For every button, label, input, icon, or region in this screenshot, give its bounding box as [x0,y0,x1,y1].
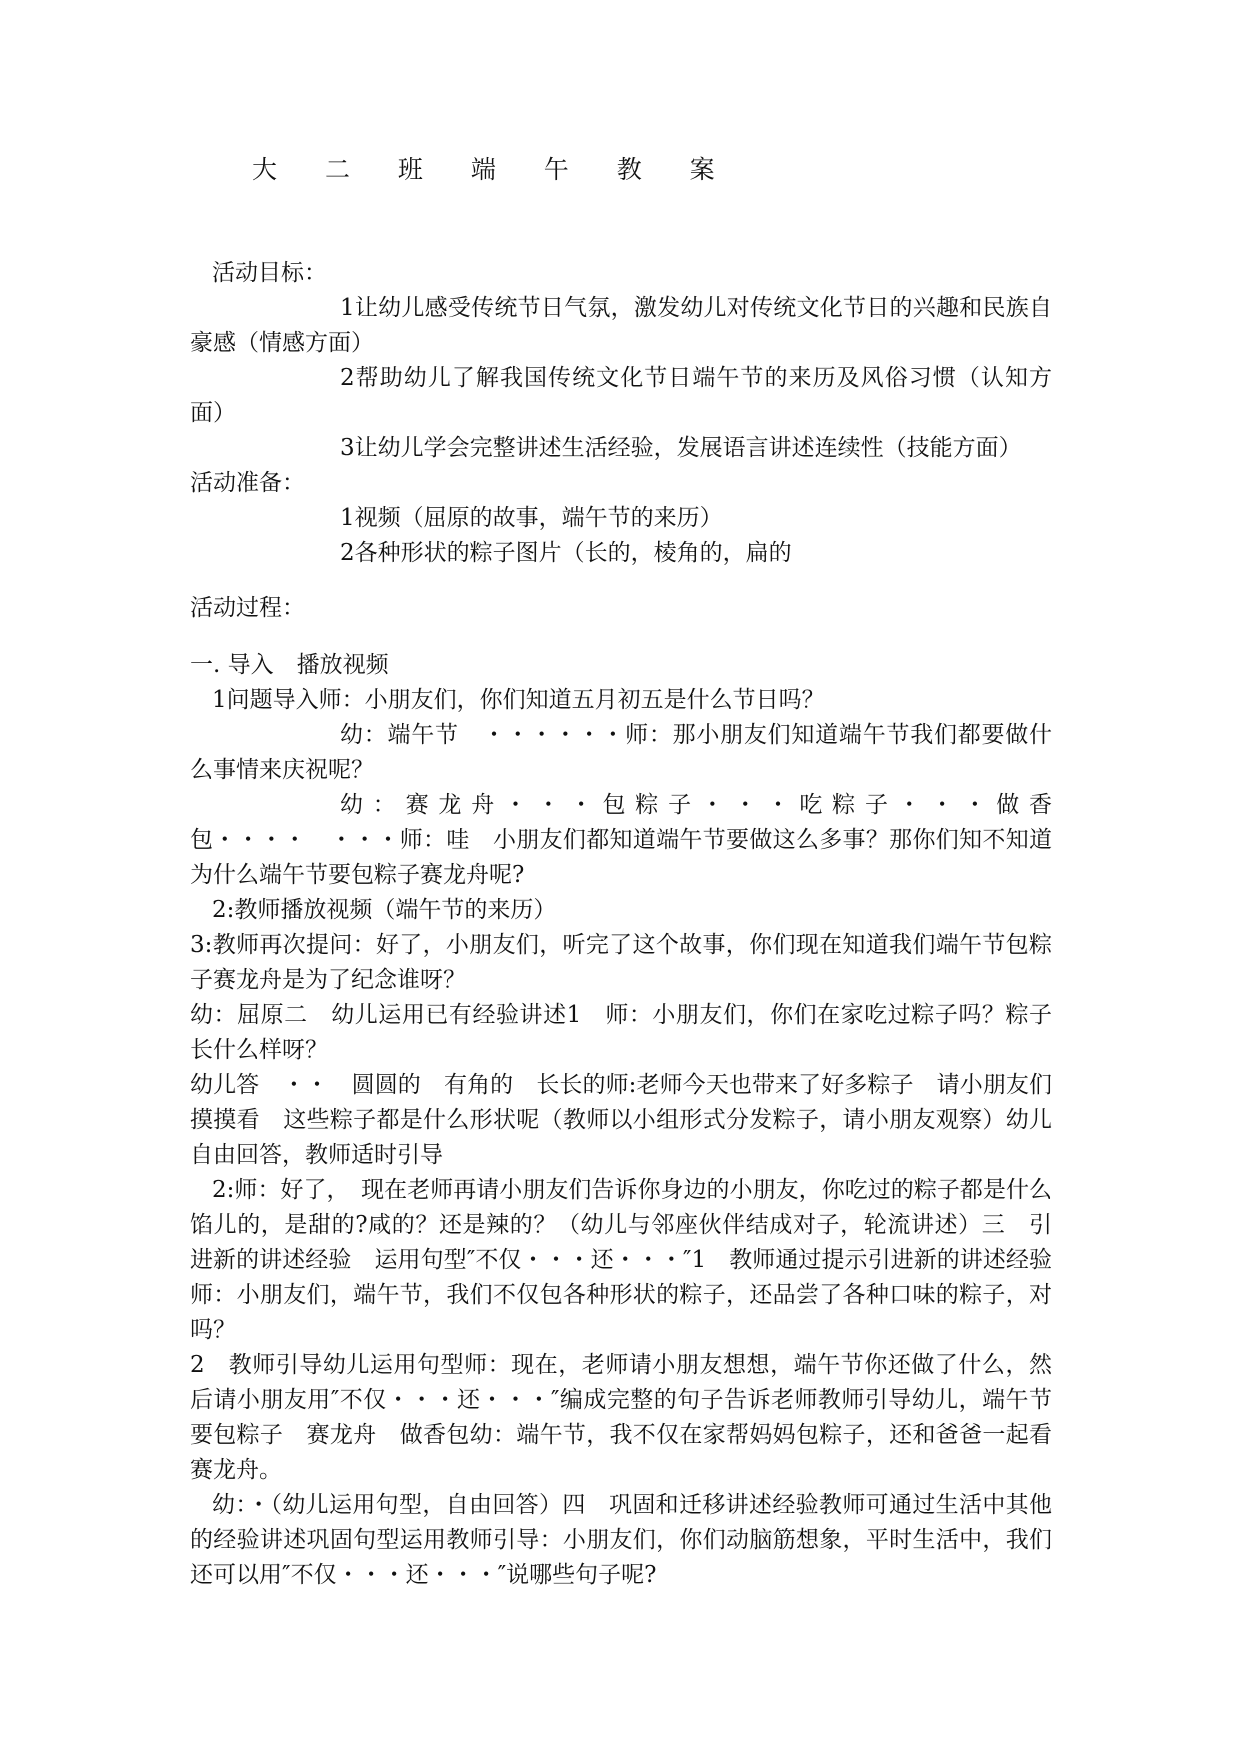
prep-heading: 活动准备： [190,470,305,496]
process-paragraph-6: 幼：屈原二 幼儿运用已有经验讲述1 师：小朋友们，你们在家吃过粽子吗？粽子长什么样呀？ [190,1002,1052,1063]
step-1-heading: 一. 导入 播放视频 [190,652,389,678]
process-paragraph-1: 1问题导入师：小朋友们，你们知道五月初五是什么节日吗？ [212,687,825,713]
process-paragraph-8: 2:师：好了， 现在老师再请小朋友们告诉你身边的小朋友，你吃过的粽子都是什么馅儿的，是甜的?咸的？还是辣的？（幼儿与邻座伙伴结成对子，轮流讲述）三 引进新的讲述经验 运用句型″不仅・・・还・・・″1 教师通过提示引进新的讲述经验师：小朋友们，端午节，我们不仅包各种形状的粽子，还品尝了各种口味的粽子，对吗？ [190,1177,1052,1343]
document-title: 大 二 班 端 午 教 案 [252,155,735,184]
goal-item-1: 1让幼儿感受传统节日气氛，激发幼儿对传统文化节日的兴趣和民族自豪感（情感方面） [190,295,1052,356]
process-heading: 活动过程： [190,595,305,621]
process-paragraph-10: 幼：・（幼儿运用句型，自由回答）四 巩固和迁移讲述经验教师可通过生活中其他的经验讲述巩固句型运用教师引导：小朋友们，你们动脑筋想象，平时生活中，我们还可以用″不仅・・・还・・・″说哪些句子呢? [190,1492,1052,1588]
process-paragraph-7: 幼儿答 ・・ 圆圆的 有角的 长长的师:老师今天也带来了好多粽子 请小朋友们摸摸看 这些粽子都是什么形状呢（教师以小组形式分发粽子，请小朋友观察）幼儿自由回答，教师适时引导 [190,1072,1052,1168]
goals-heading: 活动目标： [212,260,327,286]
process-paragraph-4: 2:教师播放视频（端午节的来历） [212,897,557,923]
document-body [190,256,1052,1593]
goal-item-3: 3让幼儿学会完整讲述生活经验，发展语言讲述连续性（技能方面） [340,435,1022,461]
process-paragraph-3: 幼：赛龙舟・・・包粽子・・・吃粽子・・・做香包・・・・ ・・・师：哇 小朋友们都知道端午节要做这么多事？那你们知不知道为什么端午节要包粽子赛龙舟呢? [190,792,1052,888]
process-paragraph-9: 2 教师引导幼儿运用句型师：现在，老师请小朋友想想，端午节你还做了什么，然后请小朋友用″不仅・・・还・・・″编成完整的句子告诉老师教师引导幼儿，端午节要包粽子 赛龙舟 做香包幼：端午节，我不仅在家帮妈妈包粽子，还和爸爸一起看赛龙舟。 [190,1352,1052,1483]
process-paragraph-5: 3:教师再次提问：好了，小朋友们，听完了这个故事，你们现在知道我们端午节包粽子赛龙舟是为了纪念谁呀？ [190,932,1052,993]
prep-item-2: 2各种形状的粽子图片（长的，棱角的，扁的 [340,540,792,566]
goal-item-2: 2帮助幼儿了解我国传统文化节日端午节的来历及风俗习惯（认知方面） [190,365,1052,426]
prep-item-1: 1视频（屈原的故事，端午节的来历） [340,505,723,531]
process-paragraph-2: 幼：端午节 ・・・・・・师：那小朋友们知道端午节我们都要做什么事情来庆祝呢？ [190,722,1052,783]
